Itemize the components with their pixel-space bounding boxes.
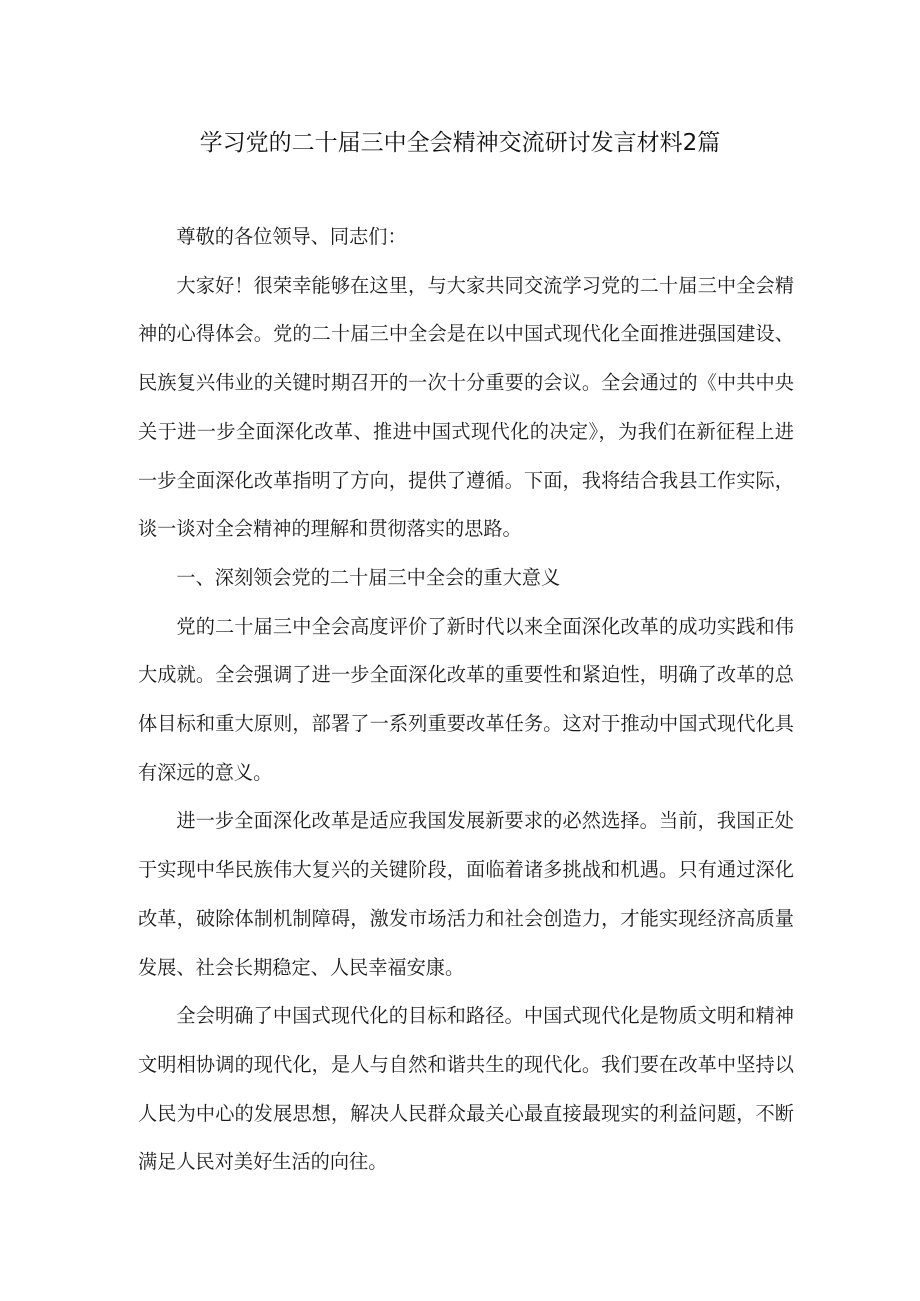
document-title: 学习党的二十届三中全会精神交流研讨发言材料2篇 (199, 130, 721, 156)
paragraph-intro: 大家好！很荣幸能够在这里，与大家共同交流学习党的二十届三中全会精神的心得体会。党的二十届三中全会是在以中国式现代化全面推进强国建设、民族复兴伟业的关键时期召开的一次十分重要的会议。全会通过的《中共中央关于进一步全面深化改革、推进中国式现代化的决定》，为我们在新征程上进一步全面深化改革指明了方向，提供了遵循。下面，我将结合我县工作实际，谈一谈对全会精神的理解和贯彻落实的思路。 (138, 273, 794, 541)
section-heading-1: 一、深刻领会党的二十届三中全会的重大意义 (176, 565, 561, 589)
salutation: 尊敬的各位领导、同志们： (176, 225, 407, 248)
paragraph-modernization-goals: 全会明确了中国式现代化的目标和路径。中国式现代化是物质文明和精神文明相协调的现代化，是人与自然和谐共生的现代化。我们要在改革中坚持以人民为中心的发展思想，解决人民群众最关心最直接最现实的利益问题，不断满足人民对美好生活的向往。 (138, 1004, 794, 1174)
paragraph-significance: 党的二十届三中全会高度评价了新时代以来全面深化改革的成功实践和伟大成就。全会强调了进一步全面深化改革的重要性和紧迫性，明确了改革的总体目标和重大原则，部署了一系列重要改革任务。这对于推动中国式现代化具有深远的意义。 (138, 614, 794, 784)
document-body (138, 213, 794, 1187)
paragraph-reform-necessity: 进一步全面深化改革是适应我国发展新要求的必然选择。当前，我国正处于实现中华民族伟大复兴的关键阶段，面临着诸多挑战和机遇。只有通过深化改革，破除体制机制障碍，激发市场活力和社会创造力，才能实现经济高质量发展、社会长期稳定、人民幸福安康。 (138, 809, 794, 979)
